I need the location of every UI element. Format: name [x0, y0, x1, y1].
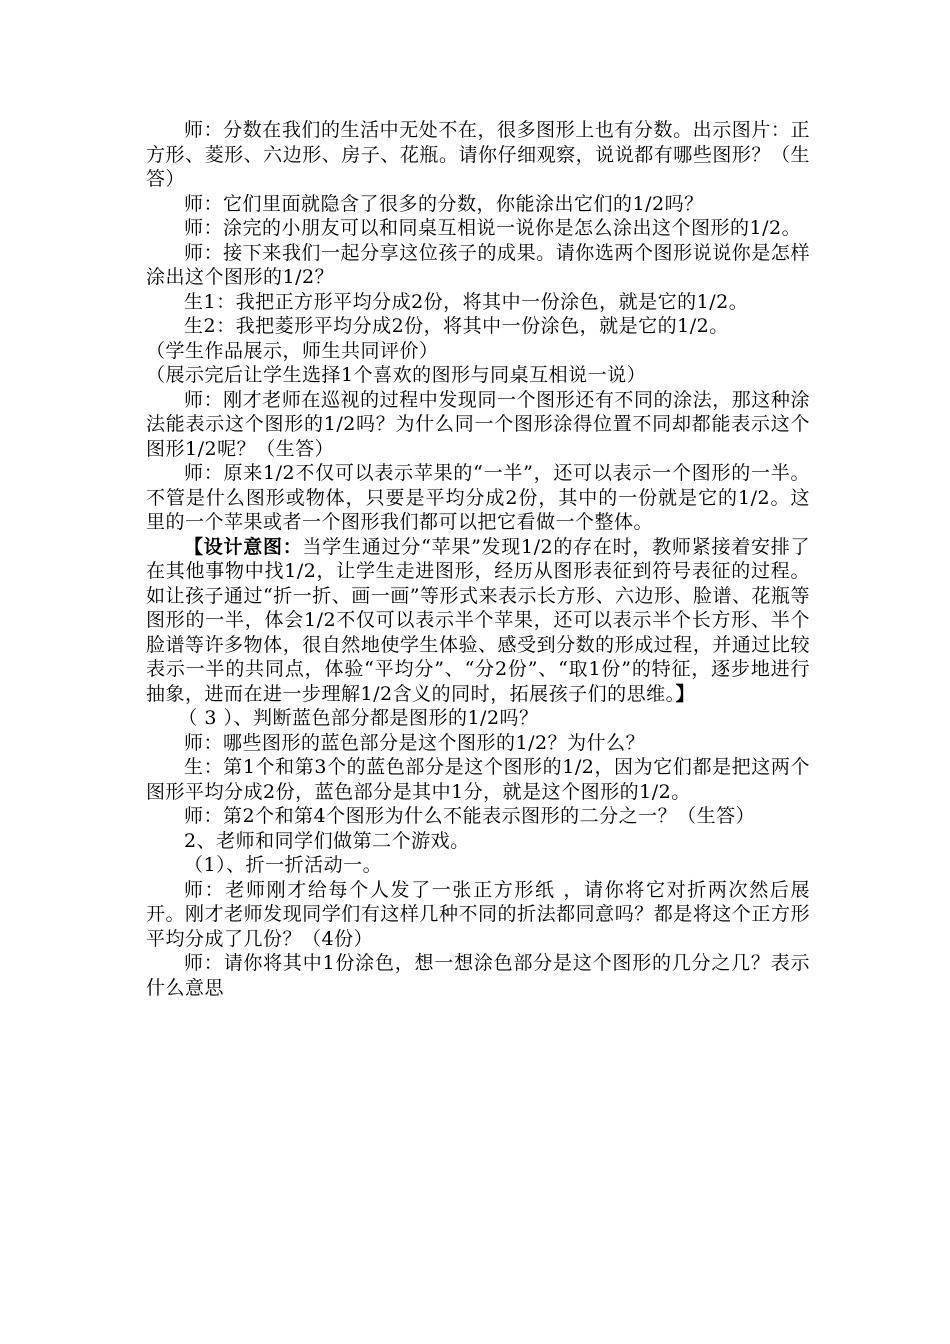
paragraph-teacher-share: 师：接下来我们一起分享这位孩子的成果。请你选两个图形说说你是怎样涂出这个图形的1/2？: [146, 241, 810, 288]
paragraph-design-intent: [146, 535, 810, 707]
paragraph-game-two: 2、老师和同学们做第二个游戏。: [184, 829, 470, 852]
paragraph-teacher-fold: 师：老师刚才给每个人发了一张正方形纸 ，请你将它对折两次然后展开。刚才老师发现同学们有这样几种不同的折法都同意吗？都是将这个正方形平均分成了几份？（4份）: [146, 878, 810, 950]
paragraph-intro: 师：分数在我们的生活中无处不在，很多图形上也有分数。出示图片：正方形、菱形、六边形、房子、花瓶。请你仔细观察，说说都有哪些图形？（生答）: [146, 119, 810, 190]
paragraph-teacher-why-not: 师：第2个和第4个图形为什么不能表示图形的二分之一？（生答）: [184, 805, 756, 827]
paragraph-teacher-color: 师：请你将其中1份涂色，想一想涂色部分是这个图形的几分之几？表示什么意思: [146, 952, 810, 999]
paragraph-display-note: （学生作品展示，师生共同评价）: [146, 339, 439, 362]
paragraph-student-2: 生2：我把菱形平均分成2份，将其中一份涂色，就是它的1/2。: [184, 315, 729, 337]
paragraph-choose-note: （展示完后让学生选择1个喜欢的图形与同桌互相说一说）: [146, 364, 647, 386]
design-intent-end: 】: [675, 682, 696, 705]
paragraph-fold-activity: （1）、折一折活动一。: [184, 854, 383, 876]
paragraph-teacher-summary: 师：原来1/2不仅可以表示苹果的“一半”，还可以表示一个图形的一半。不管是什么图形或物体，只要是平均分成2份，其中的一份就是它的1/2。这里的一个苹果或者一个图形我们都可以把它看做一个整体。: [146, 462, 810, 533]
design-intent-label: 【设计意图：: [184, 535, 303, 558]
paragraph-student-answer: 生：第1个和第3个的蓝色部分是这个图形的1/2，因为它们都是把这两个图形平均分成2份，蓝色部分是其中1分，就是这个图形的1/2。: [146, 756, 810, 803]
paragraph-teacher-which: 师：哪些图形的蓝色部分是这个图形的1/2？为什么？: [184, 731, 646, 754]
paragraph-student-1: 生1：我把正方形平均分成2份，将其中一份涂色，就是它的1/2。: [184, 290, 749, 313]
paragraph-teacher-question: 师：它们里面就隐含了很多的分数，你能涂出它们的1/2吗？: [184, 192, 704, 215]
document-page: [146, 118, 810, 1000]
paragraph-teacher-discuss: 师：涂完的小朋友可以和同桌互相说一说你是怎么涂出这个图形的1/2。: [184, 217, 802, 239]
design-intent-body: 当学生通过分“苹果”发现1/2的存在时，教师紧接着安排了在其他事物中找1/2，让学生走进图形，经历从图形表征到符号表征的过程。如让孩子通过“折一折、画一画”等形式来表示长方形、六边形、脸谱、花瓶等图形的一半，体会1/2不仅可以表示半个苹果，还可以表示半个长方形、半个脸谱等许多物体，很自然地使学生体验、感受到分数的形成过程，并通过比较表示一半的共同点，体验“平均分”、“分2份”、“取1份”的特征，逐步地进行抽象，进而在进一步理解1/2含义的同时，拓展孩子们的思维。: [146, 535, 810, 705]
paragraph-judge-heading: （ 3 ）、判断蓝色部分都是图形的1/2吗？: [178, 707, 539, 729]
paragraph-teacher-methods: 师：刚才老师在巡视的过程中发现同一个图形还有不同的涂法，那这种涂法能表示这个图形的1/2吗？为什么同一个图形涂得位置不同却都能表示这个图形1/2呢？（生答）: [146, 388, 810, 460]
